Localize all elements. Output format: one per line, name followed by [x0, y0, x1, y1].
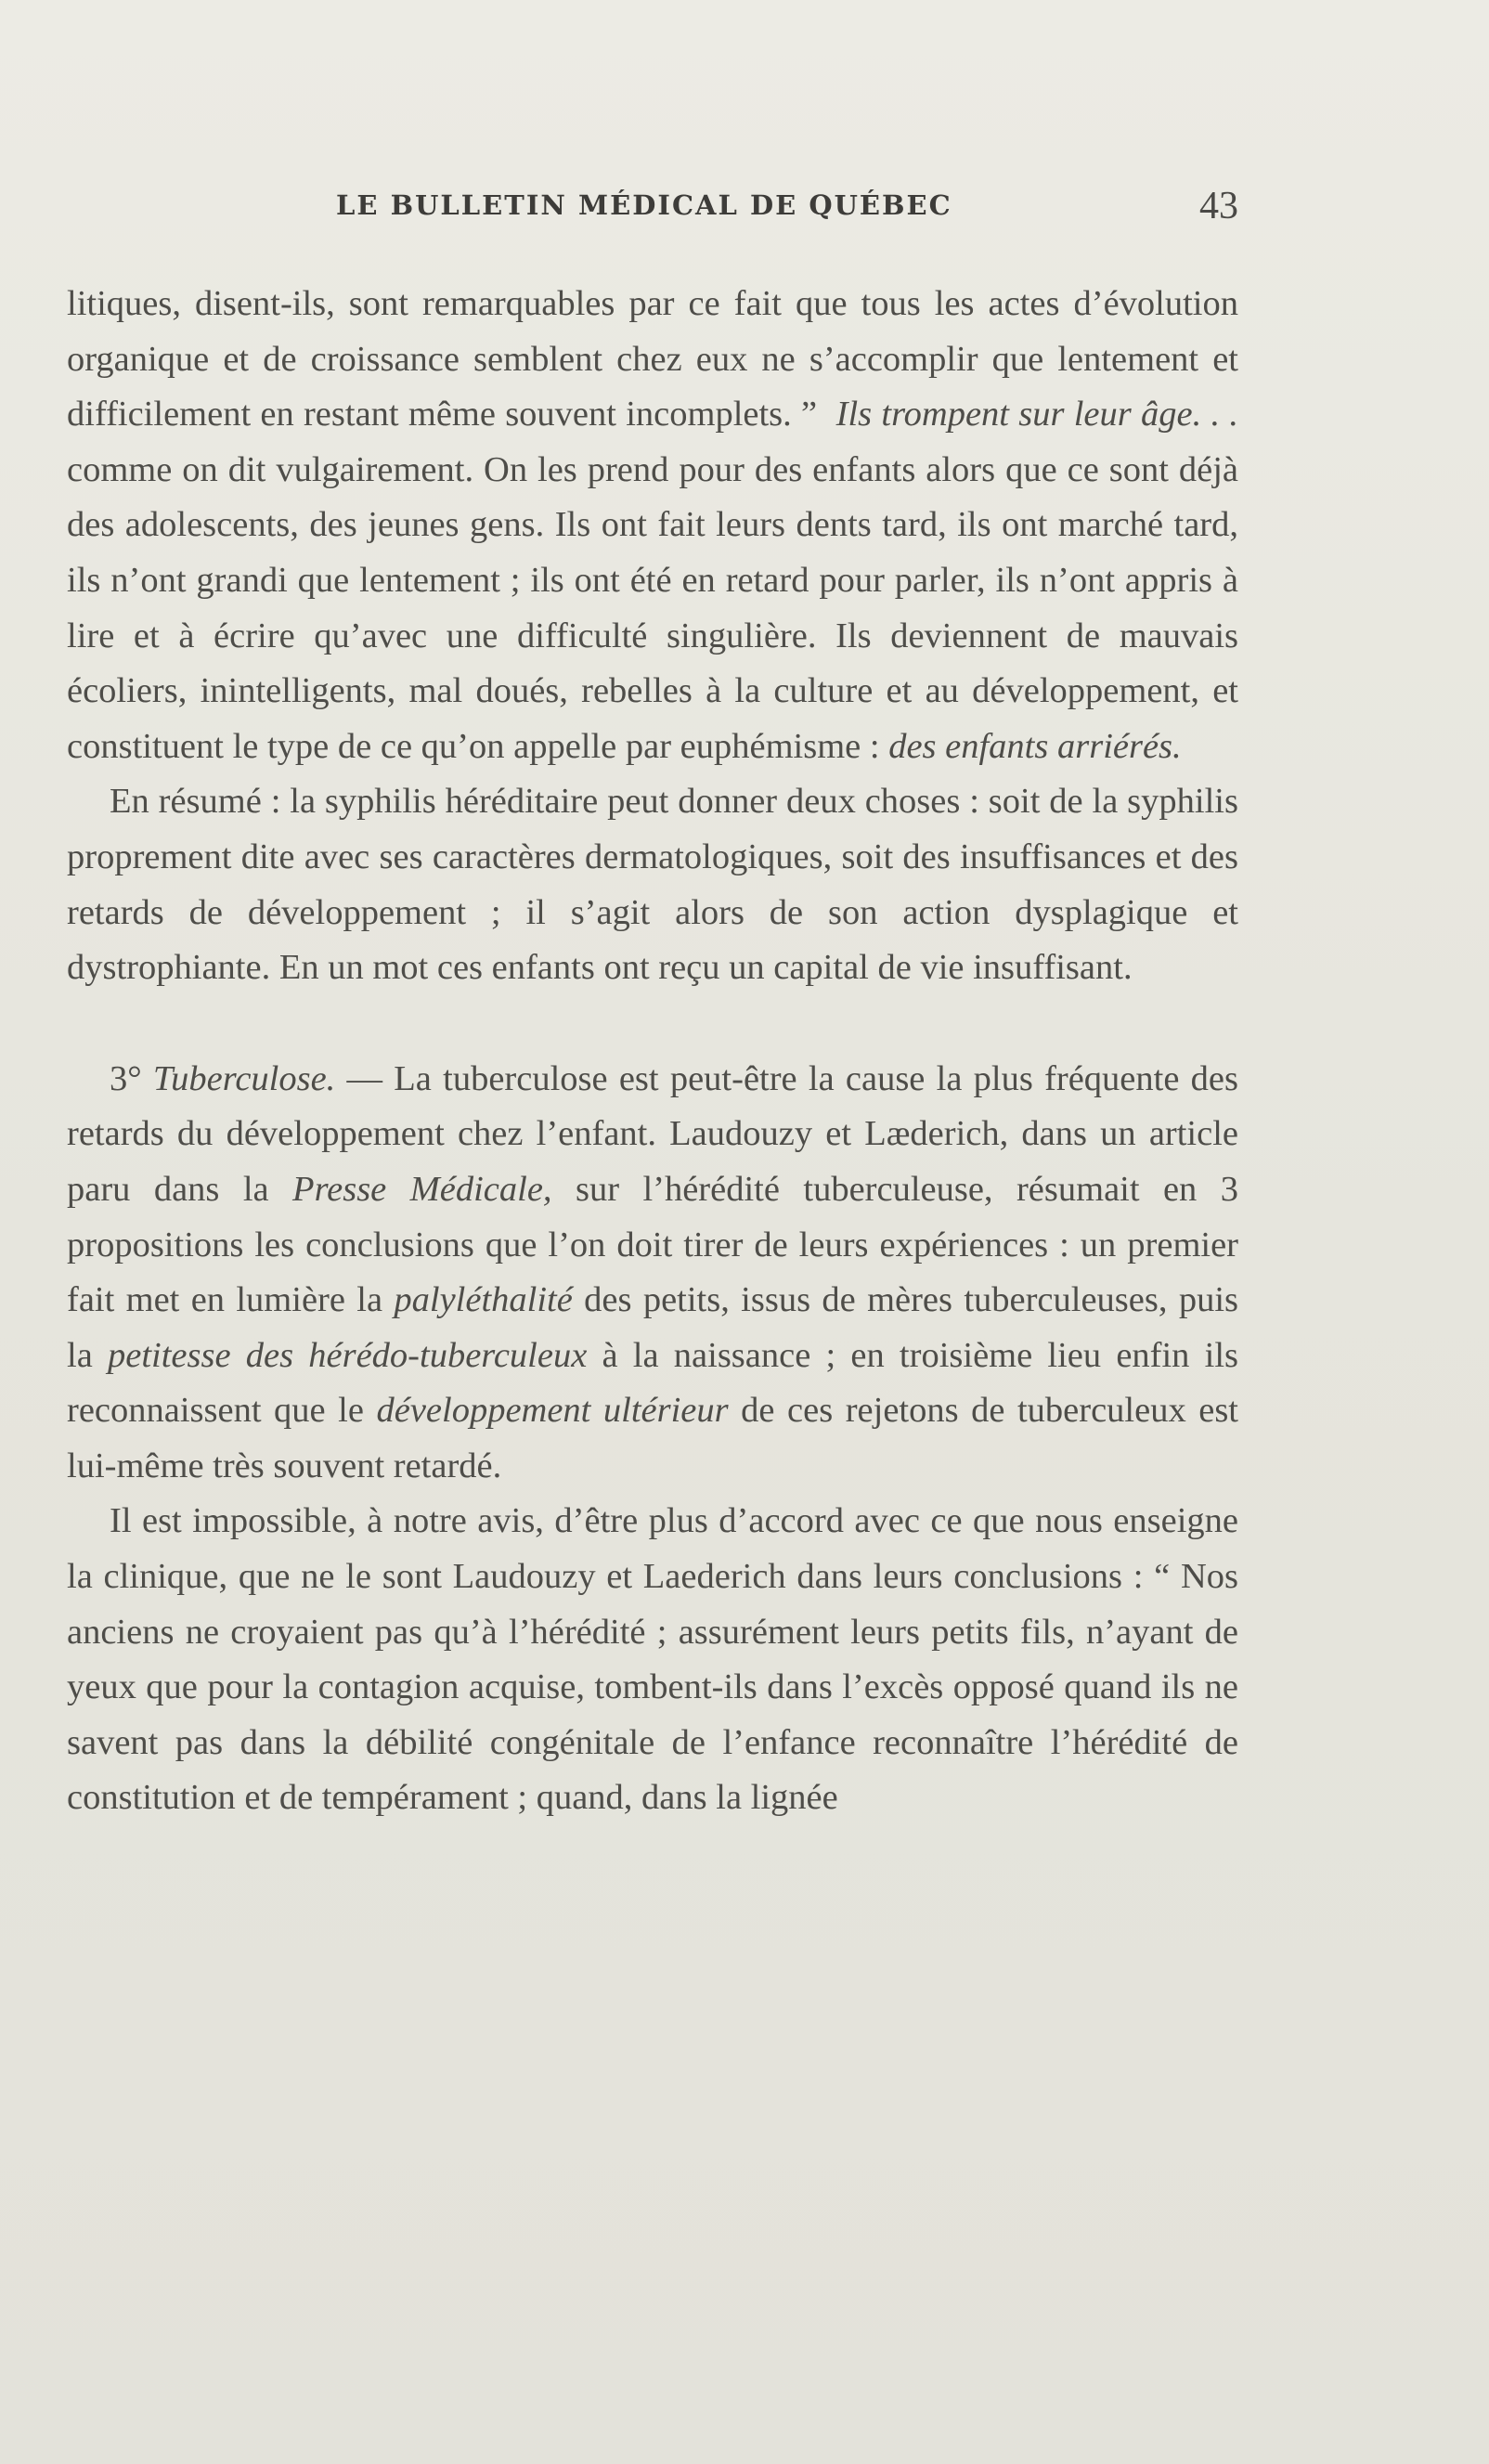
running-title: LE BULLETIN MÉDICAL DE QUÉBEC [336, 189, 952, 221]
text-run: sur l’hérédité tuberculeuse, résumait en 3 propositions les conclusions que l’on doit tirer de leurs expériences : un premier fait met en lumière la [67, 1169, 1238, 1320]
italic-text: des enfants arriérés. [888, 726, 1182, 766]
text-run: de ces rejetons de tuberculeux est lui-même très souvent retardé. [67, 1391, 1238, 1485]
italic-text: petitesse des hérédo-tuberculeux [107, 1335, 588, 1375]
paragraph-1 [67, 277, 1238, 774]
text-run: — La tuberculose est peut-être la cause la plus fréquente des retards du développement chez l’enfant. Laudouzy et Læderich, dans un article paru dans la [67, 1058, 1238, 1209]
text-run: des petits, issus de mères tuberculeuses, puis la [67, 1280, 1238, 1375]
page-number: 43 [1199, 185, 1238, 227]
text-run: comme on dit vulgairement. On les prend pour des enfants alors que ce sont déjà des adolescents, des jeunes gens. Ils ont fait leurs dents tard, ils ont marché tard, ils n’ont grandi que lentement ; ils ont été en retard pour parler, ils n’ont appris à lire et à écrire qu’avec une difficulté singulière. Ils deviennent de mauvais écoliers, inintelligents, mal doués, rebelles à la culture et au développement, et constituent le type de ce qu’on appelle par euphémisme : [67, 449, 1238, 766]
italic-text: Presse Médicale, [292, 1169, 552, 1209]
italic-text: développement ultérieur [376, 1391, 729, 1431]
page-header [67, 182, 1238, 238]
text-run: litiques, disent-ils, sont remarquables par ce fait que tous les actes d’évolution organique et de croissance semblent chez eux ne s’accomplir que lentement et difficilement en restant même souvent incomplets. ” [67, 284, 1238, 434]
section-gap [67, 996, 1238, 1052]
italic-text: palyléthalité [394, 1280, 573, 1320]
section-title: Tuberculose. [152, 1058, 336, 1098]
paragraph-2 [67, 774, 1238, 995]
text-run: En résumé : la syphilis héréditaire peut donner deux choses : soit de la syphilis proprement dite avec ses caractères dermatologiques, soit des insuffisances et des retards de développement ; il s’agit alors de son action dysplagique et dystrophiante. En un mot ces enfants ont reçu un capital de vie insuffisant. [67, 782, 1238, 988]
body-text [67, 277, 1238, 1826]
text-run: Il est impossible, à notre avis, d’être plus d’accord avec ce que nous enseigne la clinique, que ne le sont Laudouzy et Laederich dans leurs conclusions : “ Nos anciens ne croyaient pas qu’à l’hérédité ; assurément leurs petits fils, n’ayant de yeux que pour la contagion acquise, tombent-ils dans l’excès opposé quand ils ne savent pas dans la débilité congénitale de l’enfance reconnaître l’hérédité de constitution et de tempérament ; quand, dans la lignée [67, 1501, 1238, 1818]
section-number: 3° [110, 1058, 153, 1098]
italic-text: Ils trompent sur leur âge. . . [835, 395, 1238, 434]
paragraph-3 [67, 1052, 1238, 1495]
paragraph-4 [67, 1494, 1238, 1826]
text-run: à la naissance ; en troisième lieu enfin ils reconnaissent que le [67, 1335, 1238, 1431]
